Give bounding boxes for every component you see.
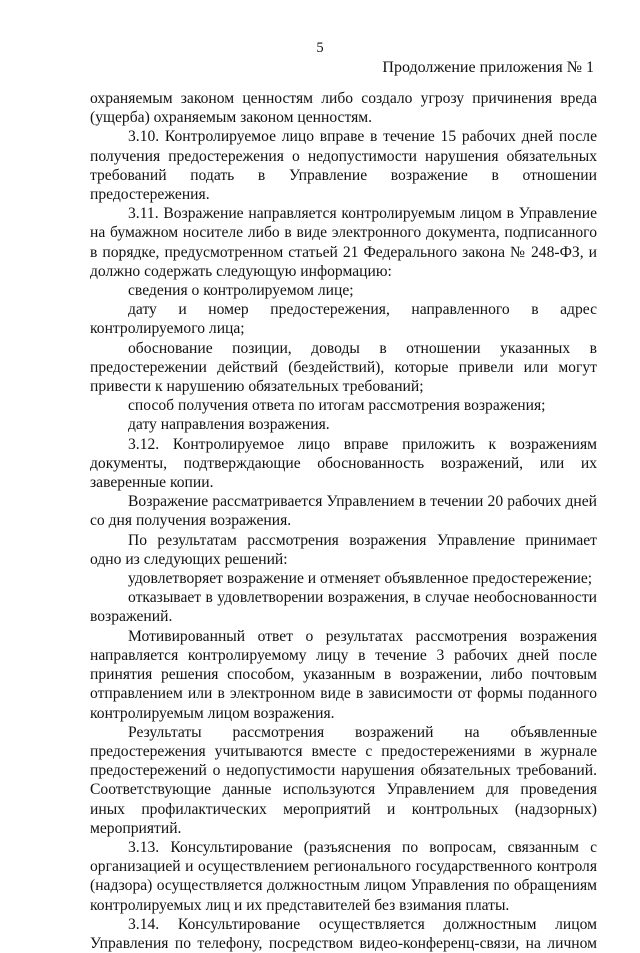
paragraph: По результатам рассмотрения возражения Управление принимает одно из следующих решений: (90, 531, 597, 568)
paragraph-3-14: 3.14. Консультирование осуществляется должностным лицом Управления по телефону, посредством видео-конференц-связи, на личном (90, 915, 597, 952)
paragraph-3-12: 3.12. Контролируемое лицо вправе приложить к возражениям документы, подтверждающие обоснованность возражений, или их заверенные копии. (90, 435, 597, 492)
list-item: дату и номер предостережения, направленного в адрес контролируемого лица; (90, 301, 597, 338)
paragraph-continuation: охраняемым законом ценностям либо создало угрозу причинения вреда (ущерба) охраняемым законом ценностям. (90, 90, 597, 127)
list-item: дату направления возражения. (128, 416, 330, 434)
list-item: удовлетворяет возражение и отменяет объявленное предостережение; (128, 570, 593, 588)
list-item: отказывает в удовлетворении возражения, в случае необоснованности возражений. (90, 589, 597, 626)
paragraph: Мотивированный ответ о результатах рассмотрения возражения направляется контролируемому лицу в течение 3 рабочих дней после принятия решения способом, указанным в возражении, либо почтовым отправлением или в электронном виде в зависимости от формы поданного контролируемым лицом возражения. (90, 627, 597, 722)
paragraph-3-13: 3.13. Консультирование (разъяснения по вопросам, связанным с организацией и осуществлением регионального государственного контроля (надзора) осуществляется должностным лицом Управления по обращениям контролируемых лиц и их представителей без взимания платы. (90, 838, 597, 914)
list-item: способ получения ответа по итогам рассмотрения возражения; (128, 397, 546, 415)
list-item: сведения о контролируемом лице; (128, 282, 354, 300)
page-number: 5 (316, 40, 324, 56)
list-item: обоснование позиции, доводы в отношении указанных в предостережении действий (бездействий), которые привели или могут привести к нарушению обязательных требований; (90, 339, 597, 396)
appendix-label: Продолжение приложения № 1 (382, 59, 594, 76)
paragraph-3-10: 3.10. Контролируемое лицо вправе в течение 15 рабочих дней после получения предостережения о недопустимости нарушения обязательных требований подать в Управление возражение в отношении предостережения. (90, 128, 597, 204)
paragraph: Возражение рассматривается Управлением в течении 20 рабочих дней со дня получения возражения. (90, 493, 597, 530)
document-body (90, 89, 597, 953)
paragraph: Результаты рассмотрения возражений на объявленные предостережения учитываются вместе с предостережениями в журнале предостережений о недопустимости нарушения обязательных требований. Соответствующие данные используются Управлением для проведения иных профилактических мероприятий и контрольных (надзорных) мероприятий. (90, 723, 597, 837)
paragraph-3-11: 3.11. Возражение направляется контролируемым лицом в Управление на бумажном носителе либо в виде электронного документа, подписанного в порядке, предусмотренном статьей 21 Федерального закона № 248-ФЗ, и должно содержать следующую информацию: (90, 205, 597, 280)
